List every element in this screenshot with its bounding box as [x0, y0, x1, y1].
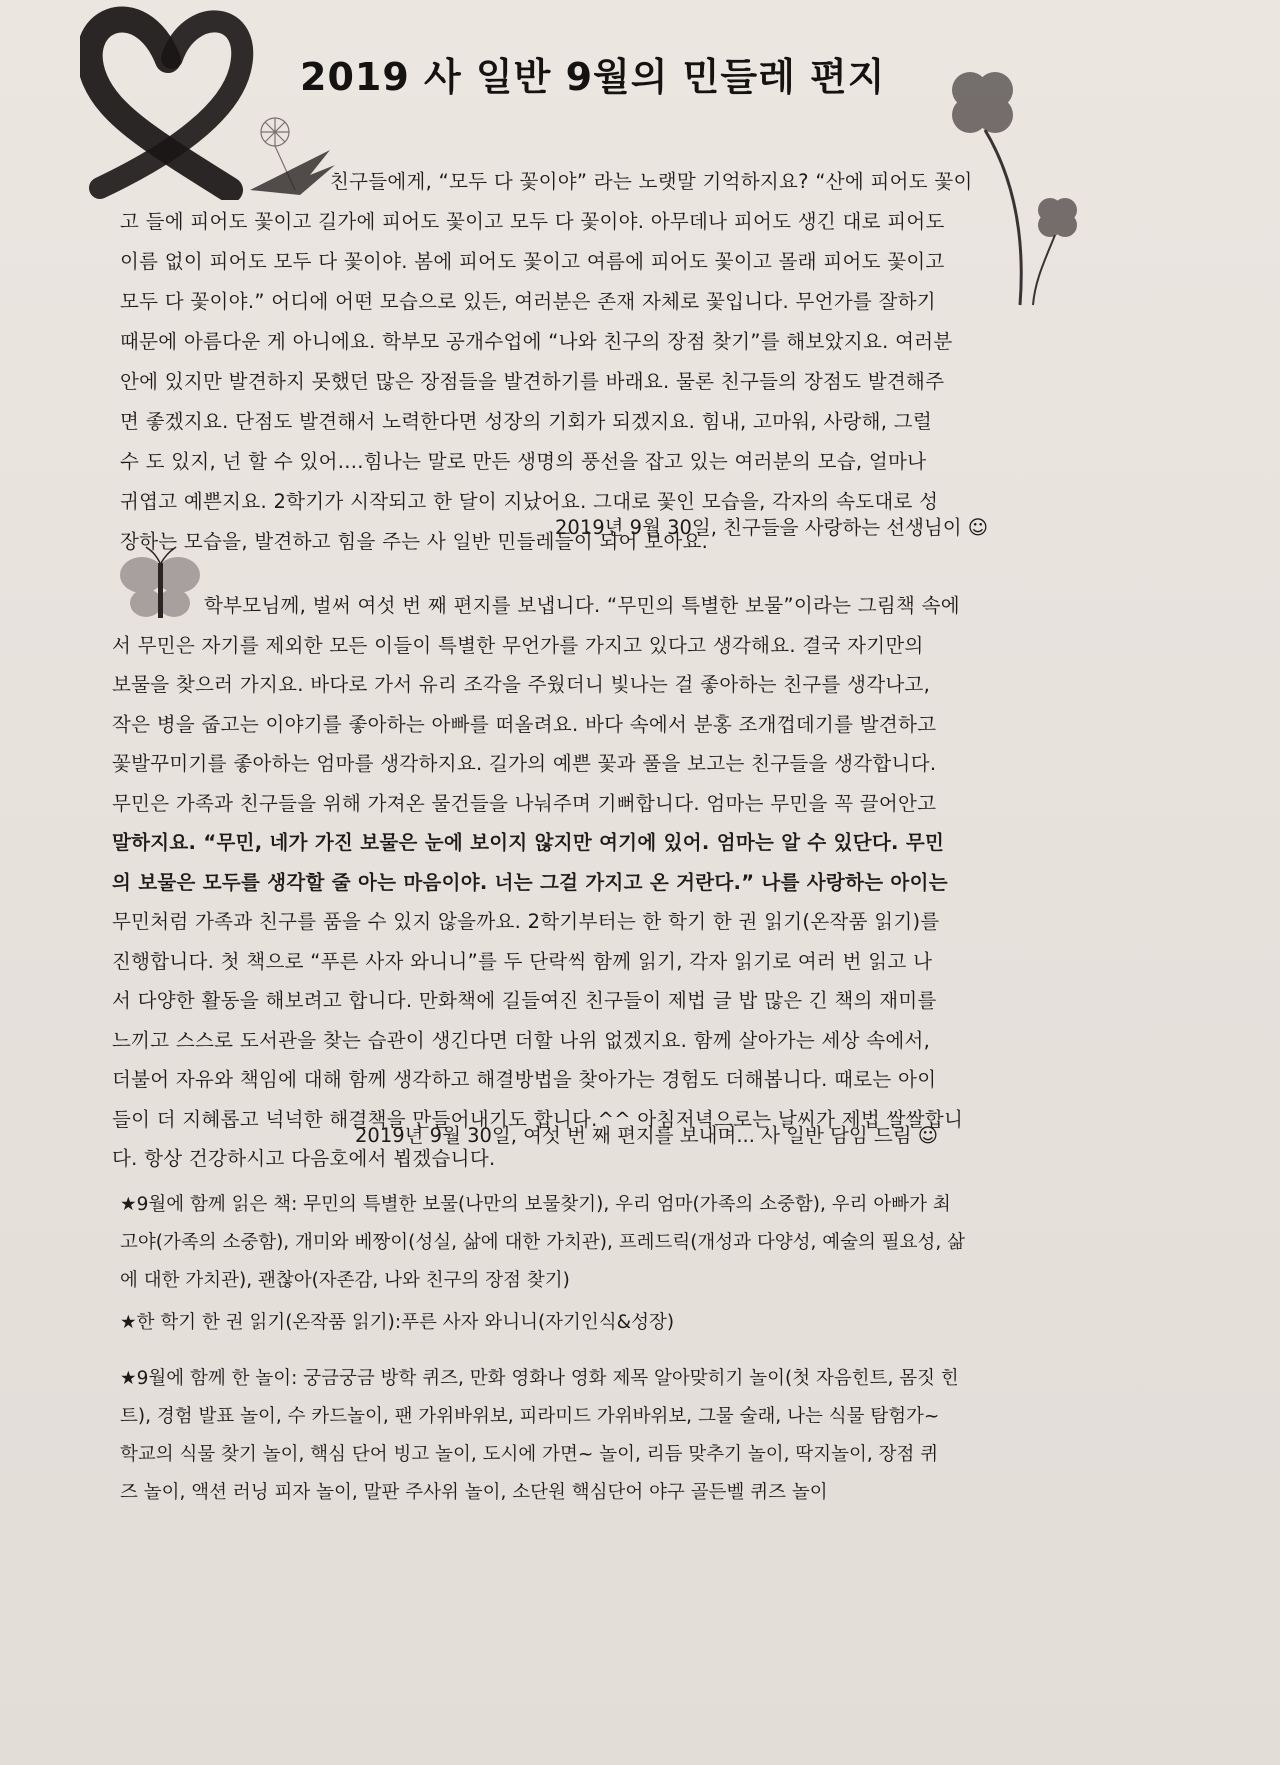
reading-note	[120, 1304, 1180, 1342]
letter-line: 모두 다 꽃이야.” 어디에 어떤 모습으로 있든, 여러분은 존재 자체로 꽃입니다. 무언가를 잘하기	[120, 290, 936, 313]
letter-line: 말하지요. “무민, 네가 가진 보물은 눈에 보이지 않지만 여기에 있어. 엄마는 알 수 있단다. 무민	[112, 831, 945, 854]
letter-line: 꽃발꾸미기를 좋아하는 엄마를 생각하지요. 길가의 예쁜 꽃과 풀을 보고는 친구들을 생각합니다.	[112, 752, 937, 775]
letter-line: 느끼고 스스로 도서관을 찾는 습관이 생긴다면 더할 나위 없겠지요. 함께 살아가는 세상 속에서,	[112, 1028, 931, 1052]
letter-line: 안에 있지만 발견하지 못했던 많은 장점들을 발견하기를 바래요. 물론 친구들의 장점도 발견해주	[120, 370, 945, 393]
letter-line: 서 다양한 활동을 해보려고 합니다. 만화책에 길들여진 친구들이 제법 글 밥 많은 긴 책의 재미를	[112, 989, 937, 1012]
letter2-signature: 2019년 9월 30일, 여섯 번 째 편지를 보내며... 사 일반 담임 드림 ☺	[355, 1124, 939, 1147]
note-line: 즈 놀이, 액션 러닝 피자 놀이, 말판 주사위 놀이, 소단원 핵심단어 야구 골든벨 퀴즈 놀이	[120, 1482, 828, 1503]
letter-line: 더불어 자유와 책임에 대해 함께 생각하고 해결방법을 찾아가는 경험도 더해봅니다. 때로는 아이	[112, 1068, 937, 1091]
letter-line: 의 보물은 모두를 생각할 줄 아는 마음이야. 너는 그걸 가지고 온 거란다.” 나를 사랑하는 아이는	[112, 870, 948, 894]
letter-line: 들이 더 지혜롭고 넉넉한 해결책을 만들어내기도 합니다.^^ 아침저녁으로는 날씨가 제법 쌀쌀합니	[112, 1107, 964, 1131]
letter-line: 고 들에 피어도 꽃이고 길가에 피어도 꽃이고 모두 다 꽃이야. 아무데나 피어도 생긴 대로 피어도	[120, 210, 945, 233]
letter-line: 서 무민은 자기를 제외한 모든 이들이 특별한 무언가를 가지고 있다고 생각해요. 결국 자기만의	[112, 633, 924, 657]
note-line: ★9월에 함께 한 놀이: 궁금궁금 방학 퀴즈, 만화 영화나 영화 제목 알아맞히기 놀이(첫 자음힌트, 몸짓 힌	[120, 1368, 959, 1389]
letter-line: 진행합니다. 첫 책으로 “푸른 사자 와니니”를 두 단락씩 함께 읽기, 각자 읽기로 여러 번 읽고 나	[112, 949, 933, 973]
letter-line: 면 좋겠지요. 단점도 발견해서 노력한다면 성장의 기회가 되겠지요. 힘내, 고마워, 사랑해, 그럴	[120, 410, 933, 433]
letter-line: 친구들에게, “모두 다 꽃이야” 라는 노랫말 기억하지요? “산에 피어도 꽃이	[330, 170, 973, 193]
page-title: 2019 사 일반 9월의 민들레 편지	[300, 55, 886, 99]
letter-to-parents	[112, 586, 1052, 1179]
letter-line: 작은 병을 줍고는 이야기를 좋아하는 아빠를 떠올려요. 바다 속에서 분홍 조개껍데기를 발견하고	[112, 712, 937, 736]
letter-line: 때문에 아름다운 게 아니에요. 학부모 공개수업에 “나와 친구의 장점 찾기”를 해보았지요. 여러분	[120, 330, 953, 353]
letter-line: 장하는 모습을, 발견하고 힘을 주는 사 일반 민들레들이 되어 보아요.	[120, 530, 709, 553]
note-line: 트), 경험 발표 놀이, 수 카드놀이, 팬 가위바위보, 피라미드 가위바위보, 그물 술래, 나는 식물 탐험가~	[120, 1406, 940, 1427]
letter-line: 이름 없이 피어도 모두 다 꽃이야. 봄에 피어도 꽃이고 여름에 피어도 꽃이고 몰래 피어도 꽃이고	[120, 250, 945, 273]
letter1-signature: 2019년 9월 30일, 친구들을 사랑하는 선생님이 ☺	[555, 516, 989, 539]
note-line: ★한 학기 한 권 읽기(온작품 읽기):푸른 사자 와니니(자기인식&성장)	[120, 1312, 675, 1333]
letter-line: 수 도 있지, 넌 할 수 있어....힘나는 말로 만든 생명의 풍선을 잡고 있는 여러분의 모습, 얼마나	[120, 450, 927, 473]
letter-line: 무민처럼 가족과 친구를 품을 수 있지 않을까요. 2학기부터는 한 학기 한 권 읽기(온작품 읽기)를	[112, 910, 940, 933]
books-note	[120, 1186, 1180, 1300]
note-line: ★9월에 함께 읽은 책: 무민의 특별한 보물(나만의 보물찾기), 우리 엄마(가족의 소중함), 우리 아빠가 최	[120, 1194, 951, 1215]
note-line: 고야(가족의 소중함), 개미와 베짱이(성실, 삶에 대한 가치관), 프레드릭(개성과 다양성, 예술의 필요성, 삶	[120, 1232, 966, 1253]
letter-line: 학부모님께, 벌써 여섯 번 째 편지를 보냅니다. “무민의 특별한 보물”이라는 그림책 속에	[204, 594, 960, 617]
letter-line: 다. 항상 건강하시고 다음호에서 뵙겠습니다.	[112, 1147, 496, 1170]
note-line: 에 대한 가치관), 괜찮아(자존감, 나와 친구의 장점 찾기)	[120, 1270, 570, 1291]
letter-line: 무민은 가족과 친구들을 위해 가져온 물건들을 나눠주며 기뻐합니다. 엄마는 무민을 꼭 끌어안고	[112, 791, 937, 815]
letter-line: 귀엽고 예쁜지요. 2학기가 시작되고 한 달이 지났어요. 그대로 꽃인 모습을, 각자의 속도대로 성	[120, 490, 939, 513]
letter-to-students	[120, 162, 1045, 562]
note-line: 학교의 식물 찾기 놀이, 핵심 단어 빙고 놀이, 도시에 가면~ 놀이, 리듬 맞추기 놀이, 딱지놀이, 장점 퀴	[120, 1444, 939, 1465]
letter-line: 보물을 찾으러 가지요. 바다로 가서 유리 조각을 주웠더니 빛나는 걸 좋아하는 친구를 생각나고,	[112, 673, 931, 696]
games-note	[120, 1360, 1180, 1512]
